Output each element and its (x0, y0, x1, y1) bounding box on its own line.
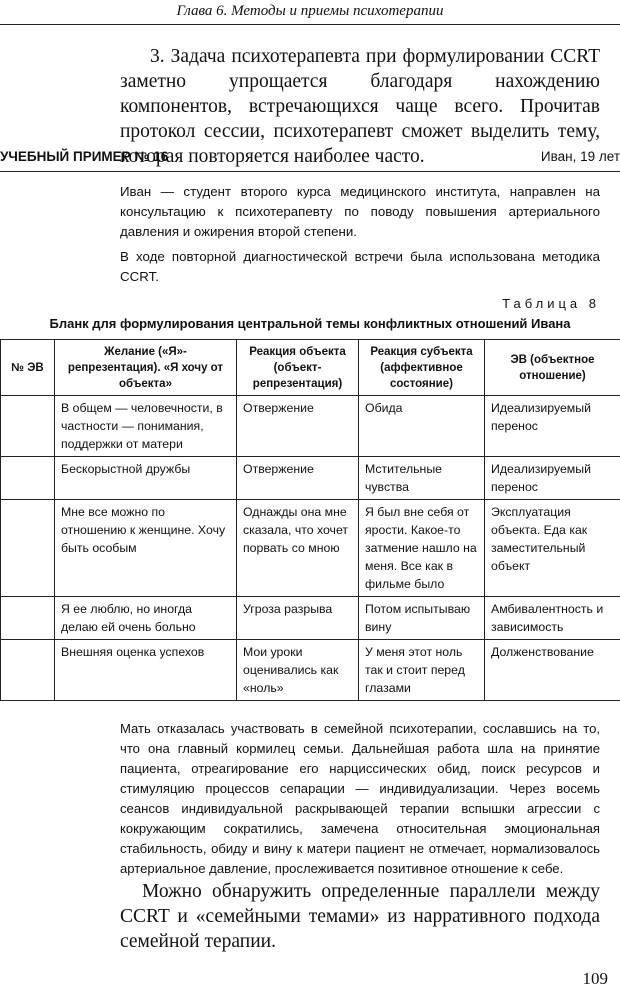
cell-wish: Бескорыстной дружбы (55, 457, 237, 500)
table-row (1, 640, 620, 701)
case-patient: Иван, 19 лет (540, 149, 620, 164)
case-description (120, 182, 600, 292)
table-row (1, 500, 620, 597)
description-paragraph-1: Иван — студент второго курса медицинского института, направлен на консультацию к психотерапевту по поводу повышения артериального давления и ожирения второй степени. (120, 184, 600, 239)
cell-wish: Мне все можно по отношению к женщине. Хочу быть особым (55, 500, 237, 597)
cell-ev-object: Идеализируемый перенос (485, 396, 620, 457)
page-number: 109 (582, 969, 608, 988)
cell-wish: Я ее люблю, но иногда делаю ей очень больно (55, 597, 237, 640)
header-object-reaction: Реакция объекта (объект-репрезентация) (237, 340, 359, 396)
table-row (1, 396, 620, 457)
cell-object-reaction: Угроза разрыва (237, 597, 359, 640)
cell-wish: Внешняя оценка успехов (55, 640, 237, 701)
cell-ev-no (1, 396, 55, 457)
cell-subject-reaction: Потом испытываю вину (359, 597, 485, 640)
cell-object-reaction: Однажды она мне сказала, что хочет порвать со мною (237, 500, 359, 597)
table-title: Бланк для формулирования центральной темы конфликтных отношений Ивана (49, 316, 571, 331)
case-header (0, 147, 620, 172)
running-head: Глава 6. Методы и приемы психотерапии (0, 0, 620, 25)
header-wish: Желание («Я»-репрезентация). «Я хочу от объекта» (55, 340, 237, 396)
cell-object-reaction: Мои уроки оценивались как «ноль» (237, 640, 359, 701)
table-row (1, 457, 620, 500)
cell-ev-no (1, 597, 55, 640)
cell-ev-no (1, 640, 55, 701)
closing-paragraph (120, 879, 600, 954)
table-header-row (1, 340, 620, 396)
header-ev-no: № ЭВ (1, 340, 55, 396)
intro-text: 3. Задача психотерапевта при формулировании CCRT заметно упрощается благодаря нахождению компонентов, встречающихся чаще всего. Прочитав протокол сессии, психотерапевт сможет выделить тему, которая повторяется наиболее часто. (120, 46, 600, 167)
header-ev-object: ЭВ (объектное отношение) (485, 340, 620, 396)
cell-object-reaction: Отвержение (237, 396, 359, 457)
cell-ev-no (1, 500, 55, 597)
cell-subject-reaction: Обида (359, 396, 485, 457)
description-paragraph-2: В ходе повторной диагностической встречи была использована методика CCRT. (120, 249, 600, 284)
table-row (1, 597, 620, 640)
cell-ev-object: Эксплуатация объекта. Еда как заместительный объект (485, 500, 620, 597)
cell-ev-object: Идеализируемый перенос (485, 457, 620, 500)
ccrt-table (0, 339, 620, 701)
cell-subject-reaction: Мстительные чувства (359, 457, 485, 500)
closing-text: Можно обнаружить определенные параллели между CCRT и «семейными темами» из нарративного подхода семейной терапии. (120, 881, 600, 952)
cell-ev-no (1, 457, 55, 500)
therapy-outcome-paragraph: Мать отказалась участвовать в семейной психотерапии, сославшись на то, что она главный кормилец семьи. Дальнейшая работа шла на принятие пациента, отреагирование его нарциссических обид, поиск ресурсов и стимуляцию процессов сепарации — индивидуализации. Через восемь сеансов индивидуальной раскрывающей терапии вспышки агрессии с кокружающим сократились, замечена относительная эмоциональная стабильность, обиду и вину к матери пациент не отмечает, нормализовалось артериальное давление, прослеживается позитивное отношение к себе. (120, 721, 600, 876)
case-title: УЧЕБНЫЙ ПРИМЕР № 16 (0, 149, 169, 164)
cell-ev-object: Долженствование (485, 640, 620, 701)
cell-subject-reaction: У меня этот ноль так и стоит перед глазами (359, 640, 485, 701)
table-label: Таблица 8 (502, 296, 600, 311)
cell-subject-reaction: Я был вне себя от ярости. Какое-то затмение нашло на меня. Все как в фильме было (359, 500, 485, 597)
cell-object-reaction: Отвержение (237, 457, 359, 500)
cell-ev-object: Амбивалентность и зависимость (485, 597, 620, 640)
cell-wish: В общем — человечности, в частности — понимания, поддержки от матери (55, 396, 237, 457)
header-subject-reaction: Реакция субъекта (аффективное состояние) (359, 340, 485, 396)
